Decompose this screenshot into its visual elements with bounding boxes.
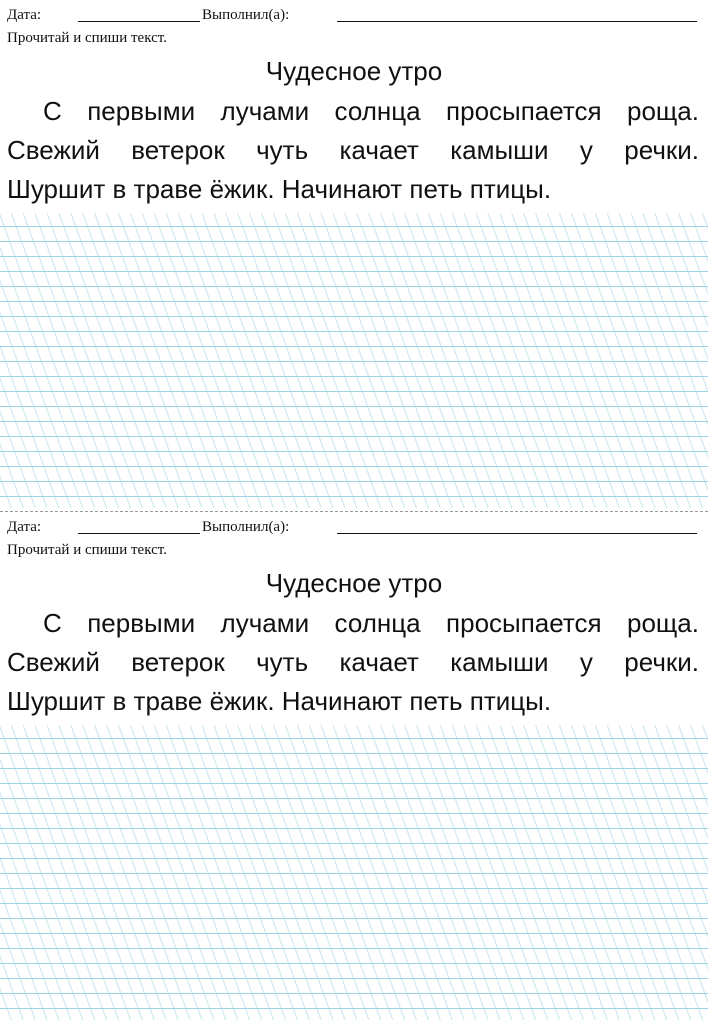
date-blank-line: [78, 21, 200, 22]
story-line-3: Шуршит в траве ёжик. Начинают петь птицы.: [7, 174, 552, 204]
completed-by-blank-line: [337, 21, 697, 22]
story-line-3: Шуршит в траве ёжик. Начинают петь птицы.: [7, 686, 552, 716]
story-line-1: С первыми лучами солнца просыпается роща.: [43, 96, 699, 126]
completed-by-label: Выполнил(а):: [202, 7, 290, 23]
story-title: Чудесное утро: [265, 56, 443, 86]
header-row: [7, 516, 697, 538]
instruction-text: Прочитай и спиши текст.: [7, 30, 167, 46]
story-title: Чудесное утро: [265, 568, 443, 598]
worksheet-bottom: [0, 512, 708, 1024]
story-line-1: С первыми лучами солнца просыпается роща.: [43, 608, 699, 638]
handwriting-ruled-area: [0, 213, 708, 508]
story-line-2: Свежий ветерок чуть качает камыши у речки.: [7, 647, 699, 677]
handwriting-ruled-area: [0, 725, 708, 1020]
completed-by-blank-line: [337, 533, 697, 534]
date-label: Дата:: [7, 519, 42, 535]
instruction-text: Прочитай и спиши текст.: [7, 542, 167, 558]
date-label: Дата:: [7, 7, 42, 23]
story-line-2: Свежий ветерок чуть качает камыши у речки.: [7, 135, 699, 165]
date-blank-line: [78, 533, 200, 534]
header-row: [7, 4, 697, 26]
completed-by-label: Выполнил(а):: [202, 519, 290, 535]
